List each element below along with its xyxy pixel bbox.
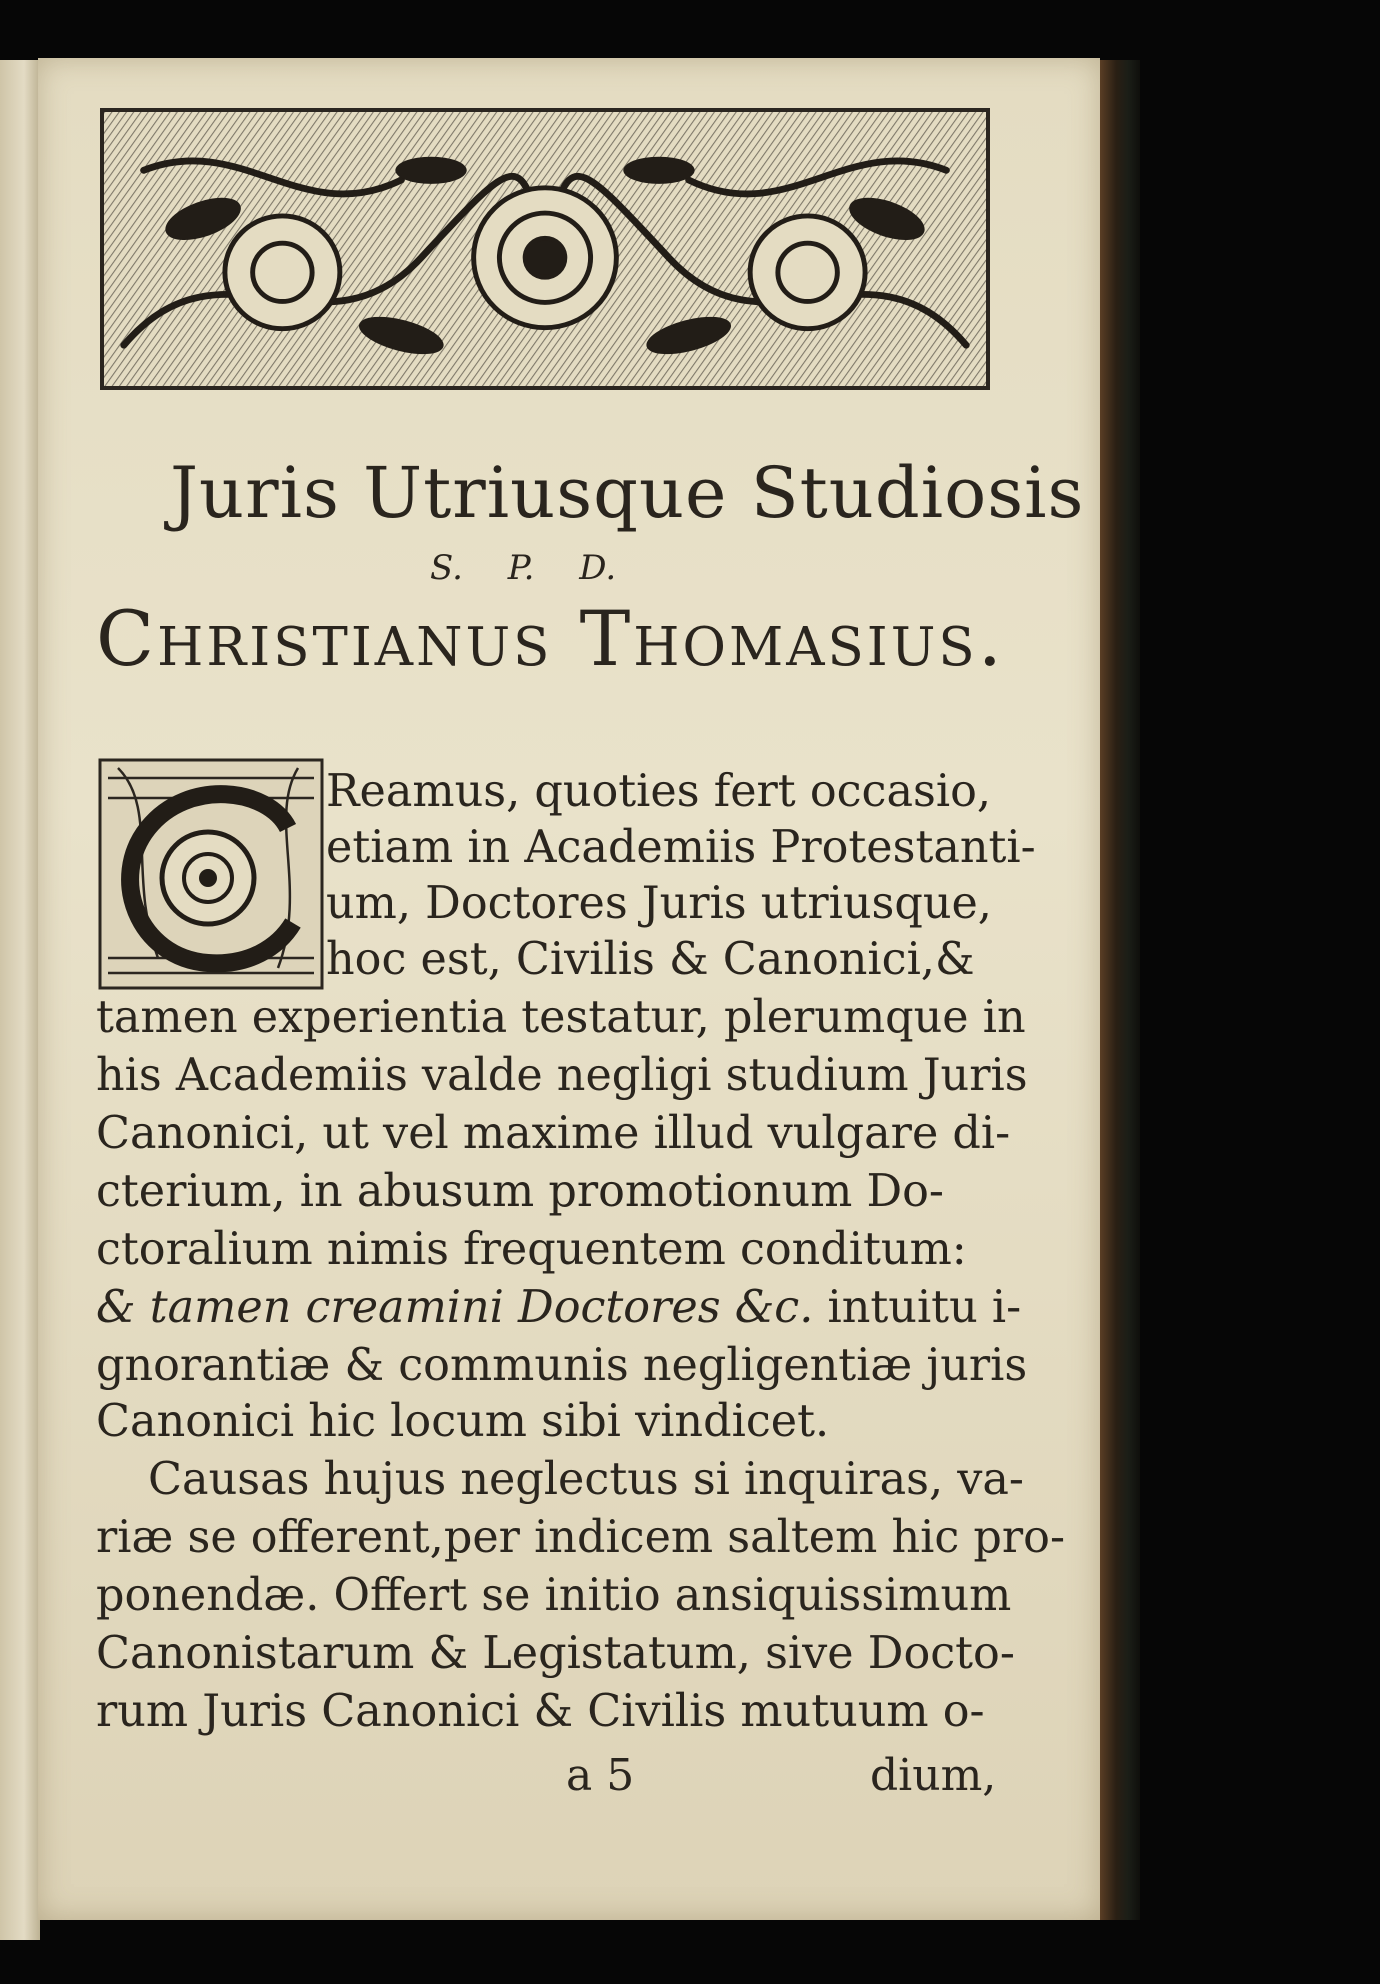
dedication-title: Juris Utriusque Studiosis <box>170 452 1085 534</box>
facing-page-edge <box>0 60 40 1940</box>
text-line: cterium, in abusum promotionum Do- <box>96 1166 944 1217</box>
text-line: tamen experientia testatur, plerumque in <box>96 992 1026 1043</box>
text-line: riæ se offerent,per indicem saltem hic pro- <box>96 1512 1065 1563</box>
text-line: ponendæ. Offert se initio ansiquissimum <box>96 1570 1012 1621</box>
paragraph-start: Causas hujus neglectus si inquiras, va- <box>148 1454 1024 1505</box>
text-line: Canonistarum & Legistatum, sive Docto- <box>96 1628 1015 1679</box>
text-line: rum Juris Canonici & Civilis mutuum o- <box>96 1686 985 1737</box>
text-line: gnorantiæ & communis negligentiæ juris <box>96 1340 1028 1391</box>
ornamental-headpiece <box>100 108 990 390</box>
text-line: etiam in Academiis Protestanti- <box>326 822 1036 873</box>
text-line: Reamus, quoties fert occasio, <box>326 766 992 817</box>
book-spine <box>1100 60 1140 1920</box>
author-name: Christianus Thomasius. <box>96 594 1005 683</box>
text-line-mixed <box>96 1280 1021 1336</box>
text-line: um, Doctores Juris utriusque, <box>326 878 992 929</box>
text-line: ctoralium nimis frequentem conditum: <box>96 1224 967 1275</box>
text-line: hoc est, Civilis & Canonici,& <box>326 934 975 985</box>
text-line: Canonici, ut vel maxime illud vulgare di- <box>96 1108 1011 1159</box>
salutation: S. P. D. <box>430 548 617 588</box>
signature-mark: a 5 <box>566 1750 635 1801</box>
text-run: intuitu i- <box>813 1282 1022 1333</box>
catchword: dium, <box>870 1750 997 1801</box>
text-line: his Academiis valde negligi studium Juris <box>96 1050 1028 1101</box>
decorated-initial-c <box>98 758 324 990</box>
text-line: Canonici hic locum sibi vindicet. <box>96 1396 830 1447</box>
italic-phrase: & tamen creamini Doctores &c. <box>96 1282 814 1333</box>
